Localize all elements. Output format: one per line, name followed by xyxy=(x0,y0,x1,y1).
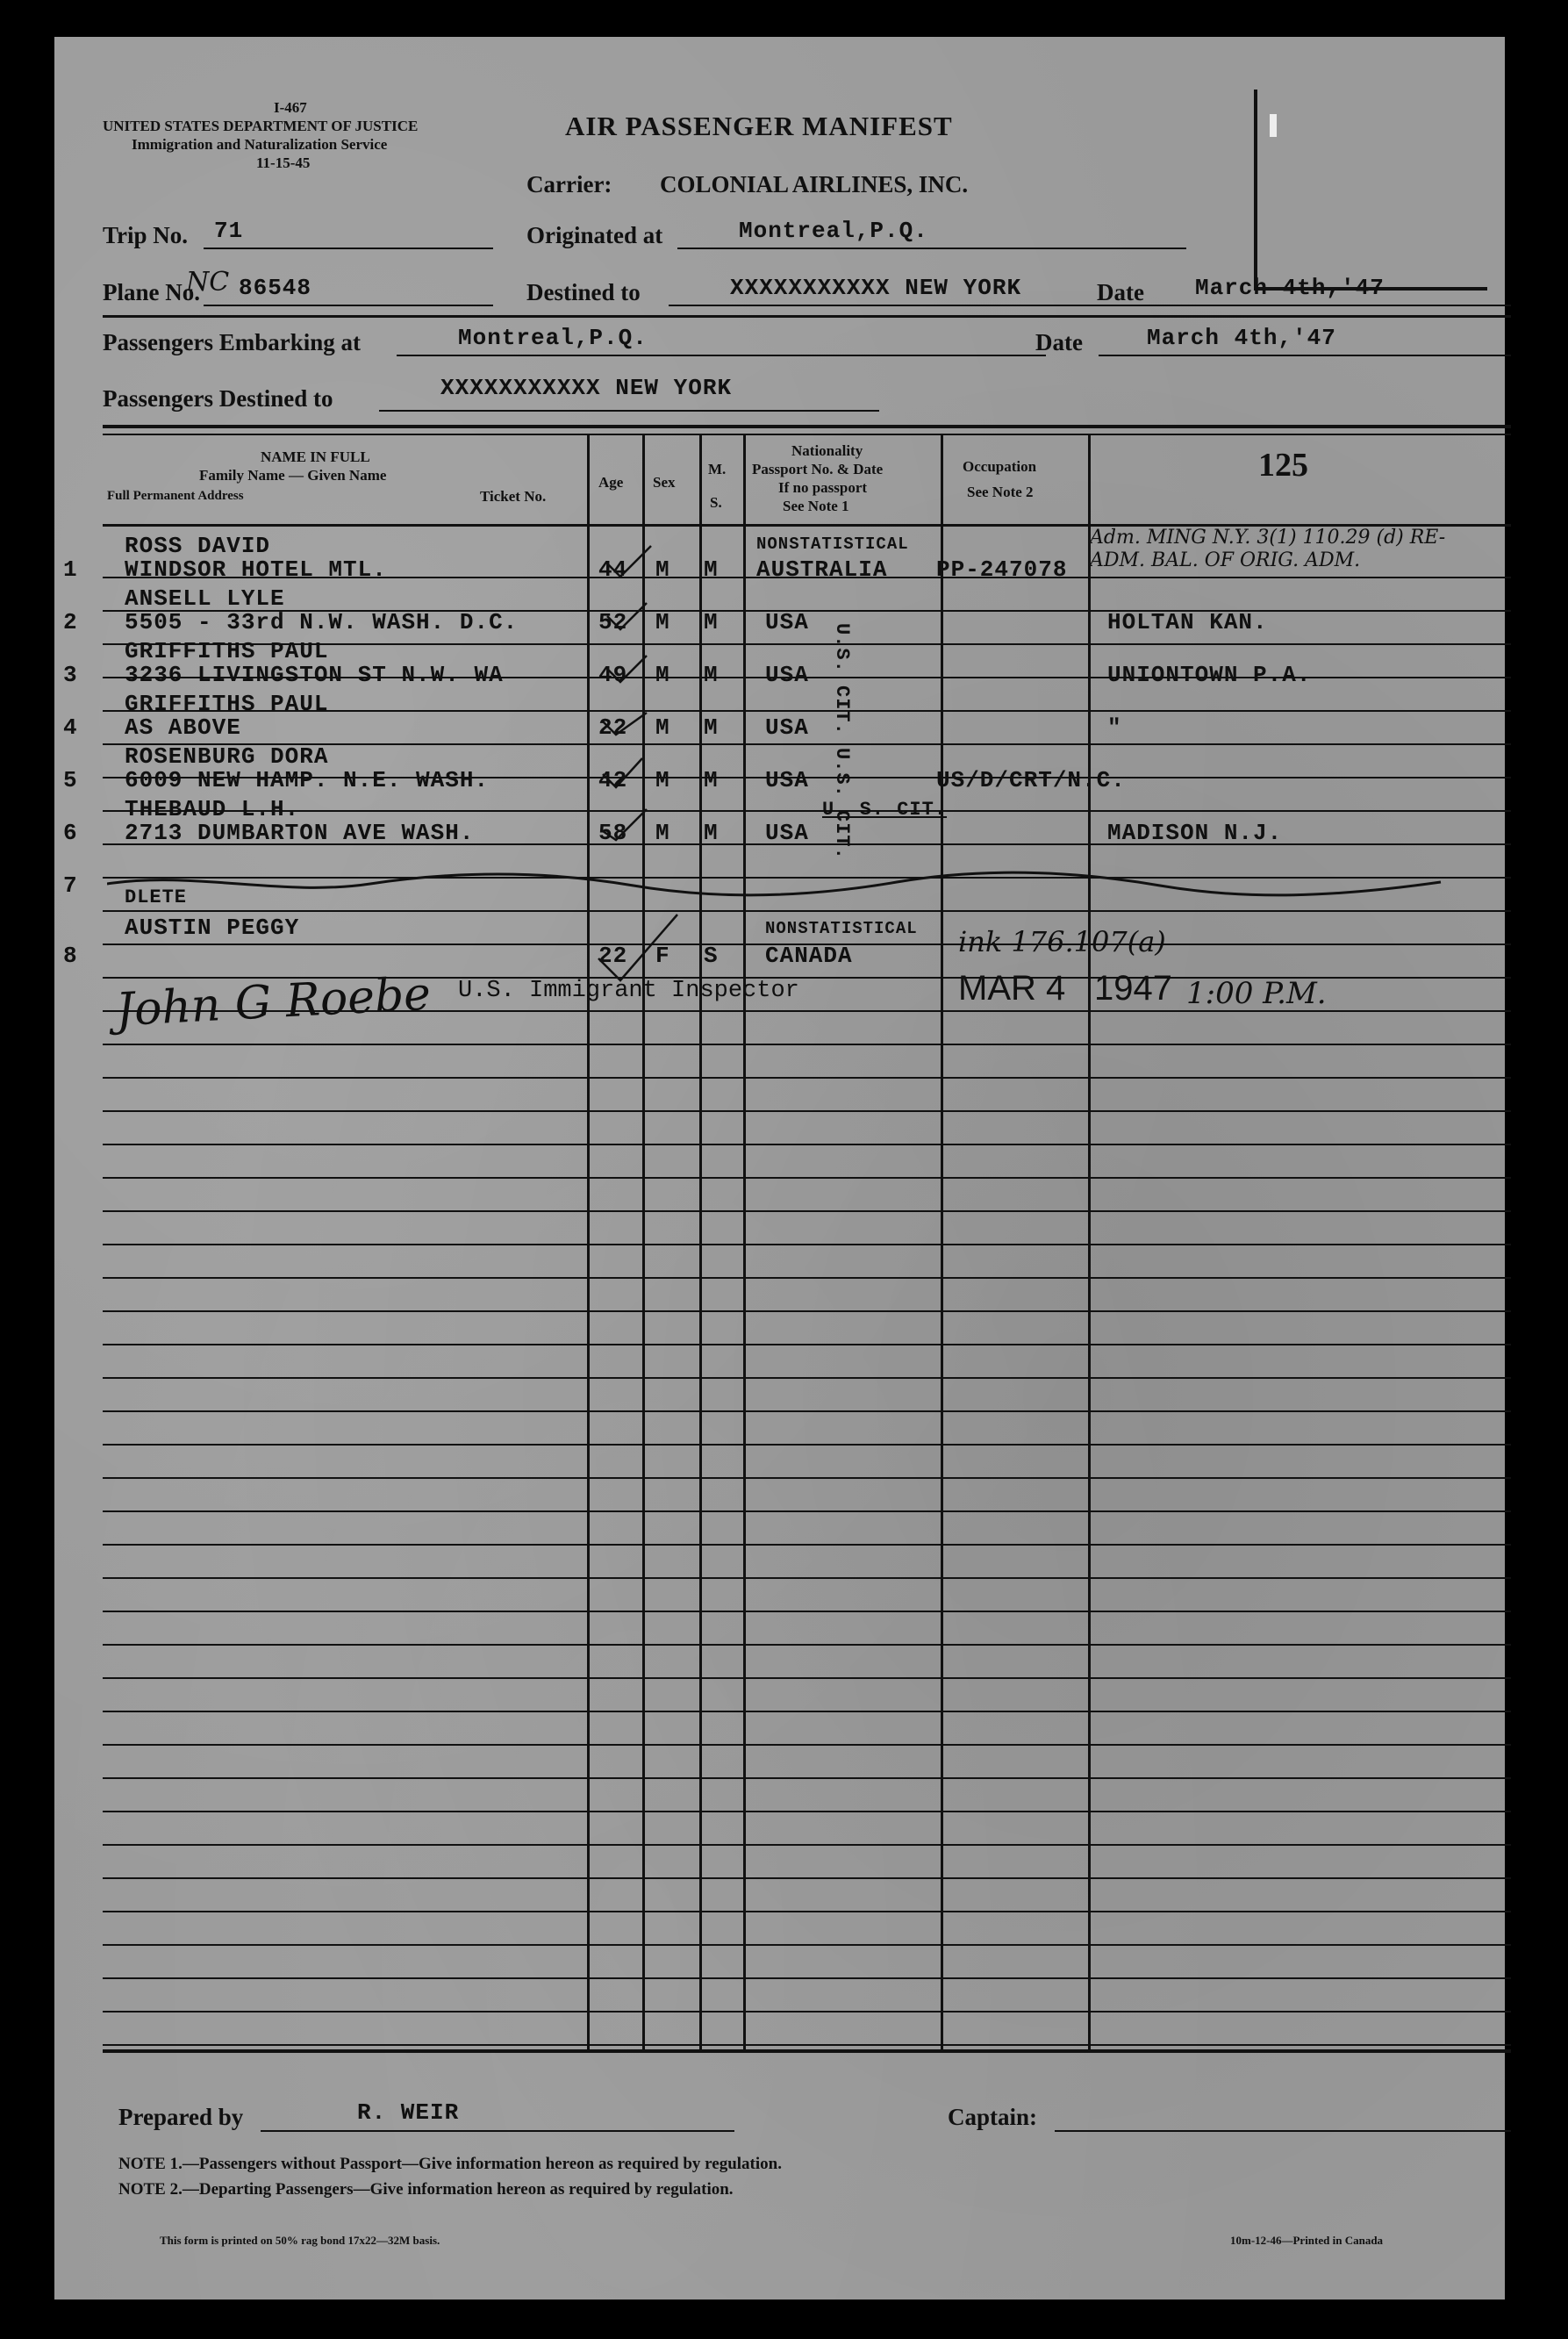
captain-underline xyxy=(1055,2130,1511,2132)
passenger-nationality: USA xyxy=(765,820,809,846)
passenger-age: 58 xyxy=(598,820,628,846)
passenger-address: 3236 LIVINGSTON ST N.W. WA xyxy=(125,662,504,688)
us-citizen-stamp: U. S. CIT. xyxy=(822,799,948,821)
passenger-sex: M xyxy=(655,767,670,793)
ruled-line xyxy=(103,1377,1511,1379)
ruled-line xyxy=(103,1977,1511,1979)
col-name-1: NAME IN FULL xyxy=(261,448,370,465)
ruled-line xyxy=(103,2044,1511,2046)
prepared-by-value: R. WEIR xyxy=(357,2099,460,2126)
passenger-name: ROSENBURG DORA xyxy=(125,743,329,770)
ruled-line xyxy=(103,1677,1511,1679)
passenger-age: 22 xyxy=(598,943,628,969)
passenger-name: GRIFFITHS PAUL xyxy=(125,691,329,717)
col-name-3: Full Permanent Address xyxy=(107,489,244,503)
ruled-line xyxy=(103,1077,1511,1079)
deleted-row-label: DLETE xyxy=(125,886,188,908)
table-bottom-rule xyxy=(103,2049,1511,2053)
passenger-passport: PP-247078 xyxy=(936,556,1068,583)
passenger-nationality: USA xyxy=(765,609,809,635)
passenger-sex: M xyxy=(655,556,670,583)
ditto-mark: " xyxy=(1107,714,1122,741)
passenger-name: AUSTIN PEGGY xyxy=(125,915,300,941)
ruled-line xyxy=(103,1144,1511,1145)
col-occ-2: See Note 2 xyxy=(967,484,1034,500)
originated-label: Originated at xyxy=(526,222,663,248)
corner-box xyxy=(1254,90,1487,291)
ruled-line xyxy=(103,1277,1511,1279)
row-number: 2 xyxy=(63,609,78,635)
passenger-ms: M xyxy=(704,662,719,688)
row-number: 6 xyxy=(63,820,78,846)
col-age: Age xyxy=(598,474,624,491)
ruled-line xyxy=(103,1110,1511,1112)
pass-destined-value: XXXXXXXXXXX NEW YORK xyxy=(440,375,733,401)
plane-no-value: 86548 xyxy=(239,275,312,301)
date-value: March 4th,'47 xyxy=(1195,275,1385,301)
row-number: 8 xyxy=(63,943,78,969)
inspection-year: 1947 xyxy=(1094,969,1172,1008)
carrier-value: COLONIAL AIRLINES, INC. xyxy=(660,171,969,197)
passenger-destination: UNIONTOWN P.A. xyxy=(1107,662,1312,688)
passenger-nationality: CANADA xyxy=(765,943,853,969)
ruled-line xyxy=(103,1944,1511,1946)
originated-underline xyxy=(677,248,1186,249)
row-number: 1 xyxy=(63,556,78,583)
ruled-line xyxy=(103,810,1511,812)
date-label: Date xyxy=(1097,279,1144,305)
passenger-ms: M xyxy=(704,714,719,741)
destined-label: Destined to xyxy=(526,279,641,305)
inspection-date: MAR 4 xyxy=(958,969,1066,1008)
ruled-line xyxy=(103,1911,1511,1912)
ruled-line xyxy=(103,1177,1511,1179)
passenger-address: 5505 - 33rd N.W. WASH. D.C. xyxy=(125,609,519,635)
ruled-line xyxy=(103,1244,1511,1245)
embarking-value: Montreal,P.Q. xyxy=(458,325,648,351)
passenger-ms: M xyxy=(704,820,719,846)
note-1: NOTE 1.—Passengers without Passport—Give information hereon as required by regulation. xyxy=(118,2155,782,2173)
captain-label: Captain: xyxy=(948,2104,1038,2130)
inspector-signature: John G Roebe xyxy=(114,967,433,1037)
passenger-ms: M xyxy=(704,767,719,793)
embark-date-underline xyxy=(1099,355,1511,356)
passenger-sex: M xyxy=(655,609,670,635)
col-ms-1: M. xyxy=(708,461,727,477)
passenger-address: AS ABOVE xyxy=(125,714,241,741)
department-name: UNITED STATES DEPARTMENT OF JUSTICE xyxy=(103,118,419,134)
ruled-line xyxy=(103,1611,1511,1612)
passenger-destination: MADISON N.J. xyxy=(1107,820,1283,846)
passenger-age: 44 xyxy=(598,556,628,583)
note-2: NOTE 2.—Departing Passengers—Give information hereon as required by regulation. xyxy=(118,2180,734,2199)
ruled-line xyxy=(103,1644,1511,1646)
ruled-line xyxy=(103,1510,1511,1512)
page-title: AIR PASSENGER MANIFEST xyxy=(565,111,953,141)
passenger-sex: M xyxy=(655,820,670,846)
inspection-time: 1:00 P.M. xyxy=(1186,976,1327,1011)
passenger-age: 49 xyxy=(598,662,628,688)
row-number: 3 xyxy=(63,662,78,688)
col-nat-4: See Note 1 xyxy=(783,498,849,514)
ruled-line xyxy=(103,1410,1511,1412)
passenger-occupation: US/D/CRT/N.C. xyxy=(936,767,1126,793)
passenger-age: 42 xyxy=(598,767,628,793)
plane-no-underline xyxy=(204,305,493,306)
table-top-rule-2 xyxy=(103,434,1511,435)
nonstatistical-stamp: NONSTATISTICAL xyxy=(765,919,918,938)
ruled-line xyxy=(103,1310,1511,1312)
passenger-age: 52 xyxy=(598,609,628,635)
passenger-ms: M xyxy=(704,609,719,635)
row-number: 5 xyxy=(63,767,78,793)
page-number: 125 xyxy=(1258,447,1308,484)
col-ms-2: S. xyxy=(710,494,722,511)
pass-destined-underline xyxy=(379,410,879,412)
passenger-name: ROSS DAVID xyxy=(125,533,271,559)
embark-date-value: March 4th,'47 xyxy=(1147,325,1336,351)
passenger-nationality: USA xyxy=(765,767,809,793)
passenger-sex: M xyxy=(655,714,670,741)
destined-underline xyxy=(669,305,1511,306)
ruled-line xyxy=(103,1844,1511,1846)
passenger-nationality: USA xyxy=(765,662,809,688)
passenger-destination: HOLTAN KAN. xyxy=(1107,609,1268,635)
ruled-line xyxy=(103,1877,1511,1879)
col-ticket: Ticket No. xyxy=(480,488,547,505)
strike-wavy-line xyxy=(107,866,1511,901)
header-rule xyxy=(103,315,1511,318)
trip-no-underline xyxy=(204,248,493,249)
trip-no-value: 71 xyxy=(214,218,244,244)
passenger-sex: F xyxy=(655,943,670,969)
ruled-line xyxy=(103,1044,1511,1045)
service-name: Immigration and Naturalization Service xyxy=(132,136,388,153)
originated-value: Montreal,P.Q. xyxy=(739,218,928,244)
col-nat-2: Passport No. & Date xyxy=(752,461,884,477)
passenger-address: 2713 DUMBARTON AVE WASH. xyxy=(125,820,475,846)
col-nat-1: Nationality xyxy=(791,442,863,459)
plane-prefix-hand: NC xyxy=(186,267,230,298)
ruled-line xyxy=(103,1744,1511,1746)
embarking-underline xyxy=(397,355,1046,356)
form-date: 11-15-45 xyxy=(256,154,311,171)
row-number: 7 xyxy=(63,872,78,899)
row-number: 4 xyxy=(63,714,78,741)
passenger-age: 22 xyxy=(598,714,628,741)
passenger-nationality: USA xyxy=(765,714,809,741)
ruled-line xyxy=(103,1477,1511,1479)
passenger-name: THEBAUD L.H. xyxy=(125,796,300,822)
passenger-sex: M xyxy=(655,662,670,688)
prepared-underline xyxy=(261,2130,734,2132)
passenger-ms: M xyxy=(704,556,719,583)
ruled-line xyxy=(103,2011,1511,2013)
ruled-line xyxy=(103,1544,1511,1546)
trip-no-label: Trip No. xyxy=(103,222,189,248)
col-name-2: Family Name — Given Name xyxy=(199,467,387,484)
plane-no-label: Plane No. xyxy=(103,279,200,305)
form-number: I-467 xyxy=(274,99,307,116)
col-nat-3: If no passport xyxy=(778,479,868,496)
passenger-name: GRIFFITHS PAUL xyxy=(125,638,329,664)
prepared-by-label: Prepared by xyxy=(118,2104,244,2130)
ruled-line xyxy=(103,1811,1511,1812)
ruled-line xyxy=(103,1210,1511,1212)
printed-note: This form is printed on 50% rag bond 17x22—32M basis. xyxy=(160,2234,440,2247)
ruled-line xyxy=(103,1344,1511,1345)
inspector-title: U.S. Immigrant Inspector xyxy=(458,978,799,1004)
col-occ-1: Occupation xyxy=(963,458,1037,475)
pass-destined-label: Passengers Destined to xyxy=(103,385,333,412)
passenger-address: WINDSOR HOTEL MTL. xyxy=(125,556,387,583)
passenger-nationality: AUSTRALIA xyxy=(756,556,888,583)
embarking-label: Passengers Embarking at xyxy=(103,329,362,355)
admission-remark: Adm. MING N.Y. 3(1) 110.29 (d) RE-ADM. BAL. OF ORIG. ADM. xyxy=(1090,527,1446,571)
destined-value: XXXXXXXXXXX NEW YORK xyxy=(730,275,1022,301)
ruled-line xyxy=(103,1777,1511,1779)
inspection-remark: ink 176.107(a) xyxy=(958,925,1166,958)
check-marks xyxy=(581,528,686,985)
printed-in-canada: 10m-12-46—Printed in Canada xyxy=(1230,2234,1384,2247)
table-top-rule xyxy=(103,425,1511,428)
embark-date-label: Date xyxy=(1035,329,1083,355)
passenger-ms: S xyxy=(704,943,719,969)
ruled-line xyxy=(103,1577,1511,1579)
corner-mark xyxy=(1270,114,1277,137)
ruled-line xyxy=(103,1444,1511,1446)
col-sex: Sex xyxy=(653,474,676,491)
vertical-citizen-stamp: U.S. CIT. U.S. CIT. xyxy=(831,623,853,860)
ruled-line xyxy=(103,910,1511,912)
passenger-name: ANSELL LYLE xyxy=(125,585,285,612)
ruled-line xyxy=(103,1711,1511,1712)
manifest-page xyxy=(54,37,1505,2300)
passenger-address: 6009 NEW HAMP. N.E. WASH. xyxy=(125,767,490,793)
carrier-label: Carrier: xyxy=(526,171,612,197)
nonstatistical-stamp: NONSTATISTICAL xyxy=(756,535,909,554)
